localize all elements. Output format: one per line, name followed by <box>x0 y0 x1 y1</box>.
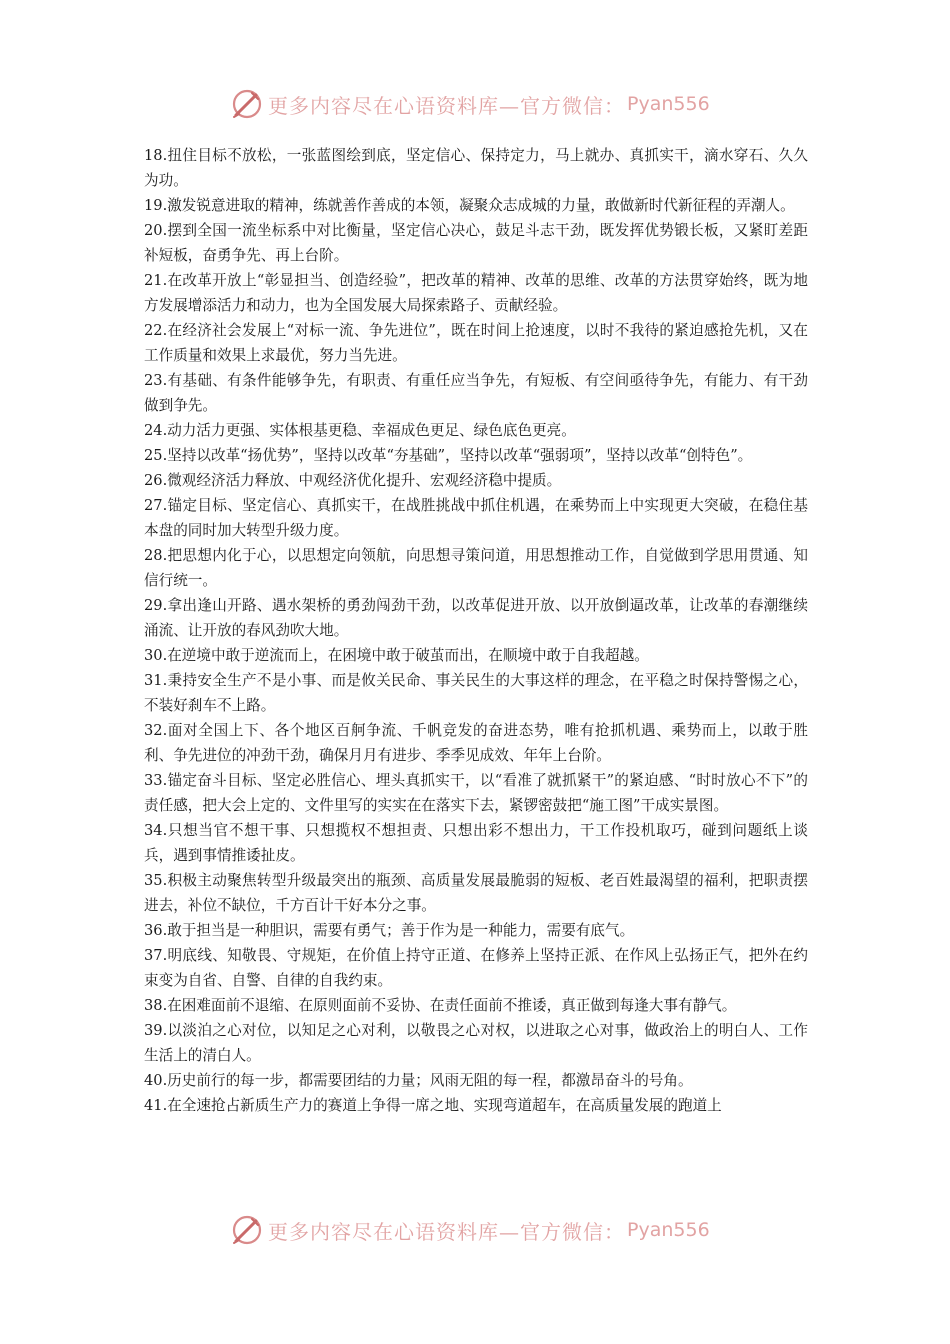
list-item: 22.在经济社会发展上“对标一流、争先进位”，既在时间上抢速度，以时不我待的紧迫感抢先机，又在工作质量和效果上求最优，努力当先进。 <box>144 322 808 364</box>
list-item: 41.在全速抢占新质生产力的赛道上争得一席之地、实现弯道超车，在高质量发展的跑道上 <box>144 1097 722 1114</box>
header-banner <box>230 84 750 124</box>
list-item: 25.坚持以改革“扬优势”，坚持以改革“夯基础”，坚持以改革“强弱项”，坚持以改革“创特色”。 <box>144 447 753 464</box>
list-item: 29.拿出逢山开路、遇水架桥的勇劲闯劲干劲，以改革促进开放、以开放倒逼改革，让改革的春潮继续涌流、让开放的春风劲吹大地。 <box>144 597 808 639</box>
pen-logo-icon <box>230 1213 264 1247</box>
list-item: 31.秉持安全生产不是小事、而是攸关民命、事关民生的大事这样的理念，在平稳之时保持警惕之心，不装好刹车不上路。 <box>144 672 808 714</box>
list-item: 23.有基础、有条件能够争先，有职责、有重任应当争先，有短板、有空间亟待争先，有能力、有干劲做到争先。 <box>144 372 808 414</box>
list-item: 19.激发锐意进取的精神，练就善作善成的本领，凝聚众志成城的力量，敢做新时代新征程的弄潮人。 <box>144 197 795 214</box>
footer-wechat-id: Pyan556 <box>627 1219 710 1241</box>
list-item: 26.微观经济活力释放、中观经济优化提升、宏观经济稳中提质。 <box>144 472 562 489</box>
list-item: 33.锚定奋斗目标、坚定必胜信心、埋头真抓实干，以“看准了就抓紧干”的紧迫感、“时时放心不下”的责任感，把大会上定的、文件里写的实实在在落实下去，紧锣密鼓把“施工图”干成实景图。 <box>144 772 808 814</box>
list-item: 18.扭住目标不放松，一张蓝图绘到底，坚定信心、保持定力，马上就办、真抓实干，滴水穿石、久久为功。 <box>144 147 808 189</box>
list-item: 30.在逆境中敢于逆流而上，在困境中敢于破茧而出，在顺境中敢于自我超越。 <box>144 647 649 664</box>
list-item: 38.在困难面前不退缩、在原则面前不妥协、在责任面前不推诿，真正做到每逢大事有静气。 <box>144 997 737 1014</box>
list-item: 24.动力活力更强、实体根基更稳、幸福成色更足、绿色底色更亮。 <box>144 422 576 439</box>
list-item: 39.以淡泊之心对位，以知足之心对利，以敬畏之心对权，以进取之心对事，做政治上的明白人、工作生活上的清白人。 <box>144 1022 808 1064</box>
list-item: 34.只想当官不想干事、只想揽权不想担责、只想出彩不想出力，干工作投机取巧，碰到问题纸上谈兵，遇到事情推诿扯皮。 <box>144 822 808 864</box>
list-item: 20.摆到全国一流坐标系中对比衡量，坚定信心决心，鼓足斗志干劲，既发挥优势锻长板，又紧盯差距补短板，奋勇争先、再上台阶。 <box>144 222 808 264</box>
footer-banner-text: 更多内容尽在心语资料库—官方微信： <box>268 1219 625 1244</box>
list-item: 28.把思想内化于心，以思想定向领航，向思想寻策问道，用思想推动工作，自觉做到学思用贯通、知信行统一。 <box>144 547 808 589</box>
list-item: 21.在改革开放上“彰显担当、创造经验”，把改革的精神、改革的思维、改革的方法贯穿始终，既为地方发展增添活力和动力，也为全国发展大局探索路子、贡献经验。 <box>144 272 808 314</box>
header-wechat-id: Pyan556 <box>627 93 710 115</box>
pen-logo-icon <box>230 87 264 121</box>
footer-banner <box>230 1210 750 1250</box>
list-item: 32.面对全国上下、各个地区百舸争流、千帆竞发的奋进态势，唯有抢抓机遇、乘势而上，以敢于胜利、争先进位的冲劲干劲，确保月月有进步、季季见成效、年年上台阶。 <box>144 722 808 764</box>
list-item: 35.积极主动聚焦转型升级最突出的瓶颈、高质量发展最脆弱的短板、老百姓最渴望的福利，把职责摆进去，补位不缺位，千方百计干好本分之事。 <box>144 872 808 914</box>
header-banner-text: 更多内容尽在心语资料库—官方微信： <box>268 93 625 118</box>
list-item: 37.明底线、知敬畏、守规矩，在价值上持守正道、在修养上坚持正派、在作风上弘扬正气，把外在约束变为自省、自警、自律的自我约束。 <box>144 947 808 989</box>
document-body <box>144 143 808 1118</box>
list-item: 40.历史前行的每一步，都需要团结的力量；风雨无阻的每一程，都激昂奋斗的号角。 <box>144 1072 693 1089</box>
list-item: 27.锚定目标、坚定信心、真抓实干，在战胜挑战中抓住机遇，在乘势而上中实现更大突破，在稳住基本盘的同时加大转型升级力度。 <box>144 497 808 539</box>
list-item: 36.敢于担当是一种胆识，需要有勇气；善于作为是一种能力，需要有底气。 <box>144 922 635 939</box>
